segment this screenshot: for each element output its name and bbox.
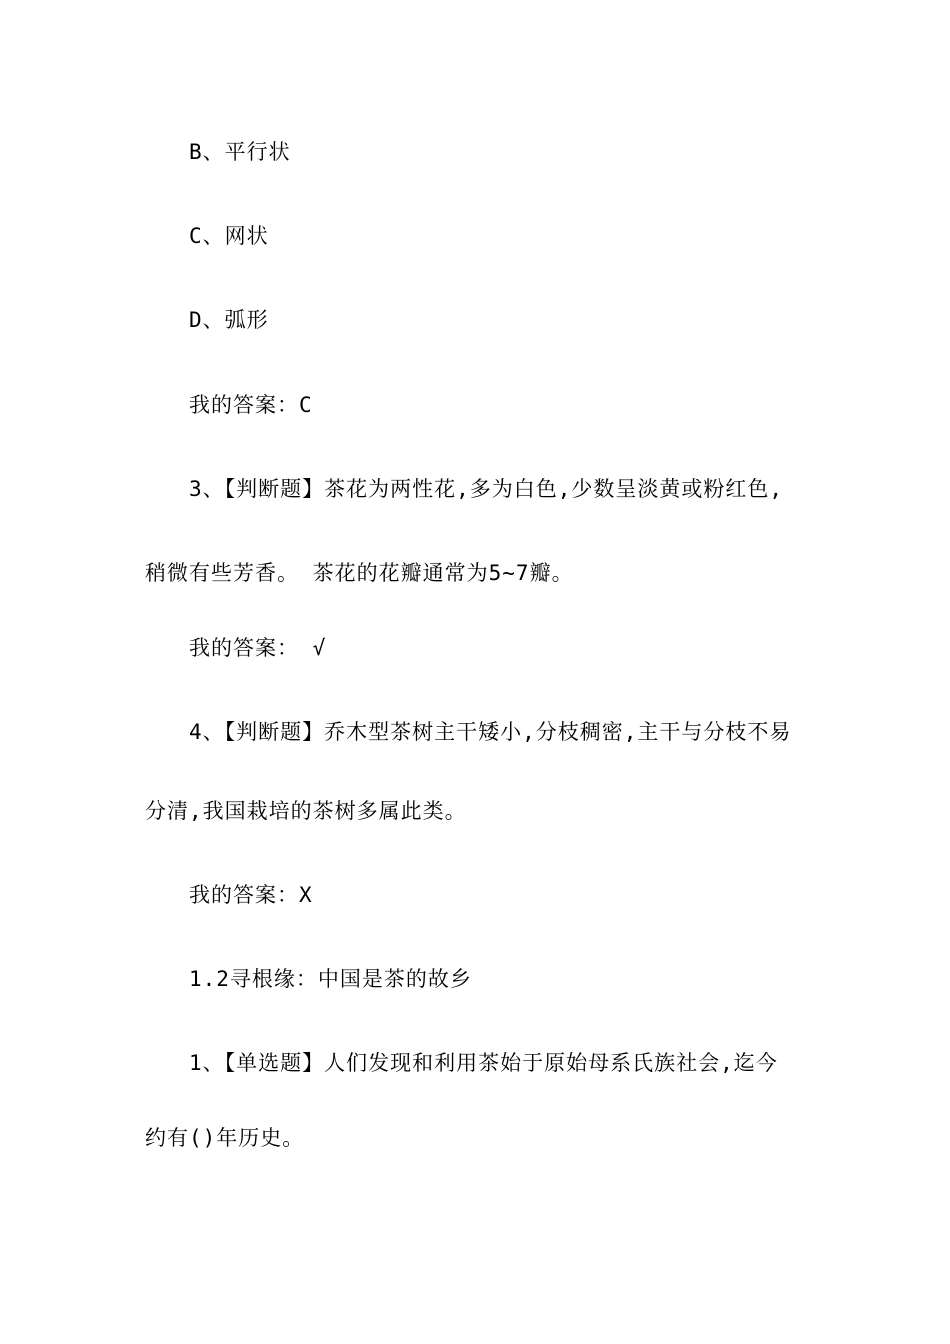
option-b: B、平行状 xyxy=(189,140,291,164)
question-3-line-1: 3、【判断题】茶花为两性花,多为白色,少数呈淡黄或粉红色, xyxy=(189,477,784,501)
answer-q2: 我的答案：C xyxy=(189,393,313,417)
section-heading: 1.2寻根缘：中国是茶的故乡 xyxy=(189,967,472,991)
option-c: C、网状 xyxy=(189,224,269,248)
answer-q3: 我的答案： √ xyxy=(189,636,327,660)
option-d: D、弧形 xyxy=(189,308,269,332)
question-5-line-1: 1、【单选题】人们发现和利用茶始于原始母系氏族社会,迄今 xyxy=(189,1051,778,1075)
answer-q4: 我的答案：X xyxy=(189,883,313,907)
question-4-line-1: 4、【判断题】乔木型茶树主干矮小,分枝稠密,主干与分枝不易 xyxy=(189,720,792,744)
question-5-line-2: 约有()年历史。 xyxy=(145,1126,305,1150)
question-4-line-2: 分清,我国栽培的茶树多属此类。 xyxy=(145,799,467,823)
question-3-line-2: 稍微有些芳香。 茶花的花瓣通常为5~7瓣。 xyxy=(145,561,574,585)
